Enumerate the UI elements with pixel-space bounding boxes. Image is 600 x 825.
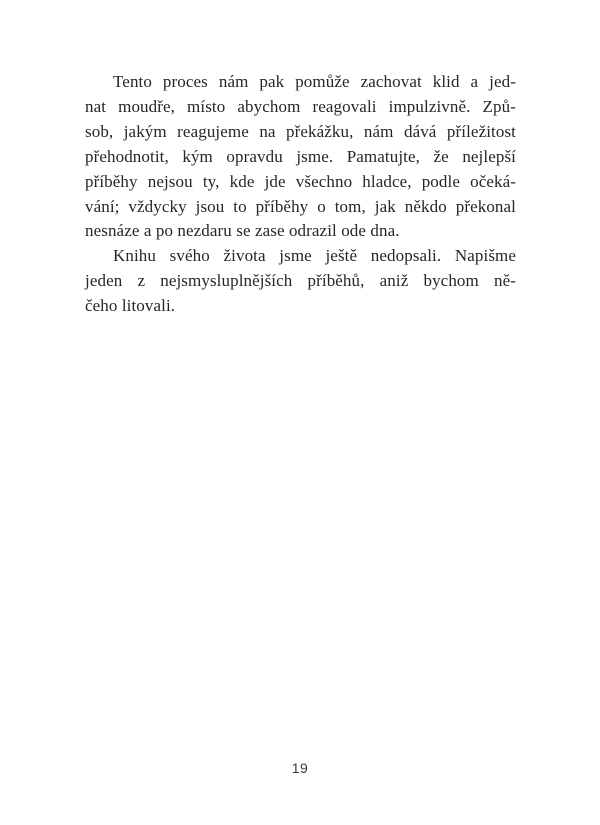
- text-line: Knihu svého života jsme ještě nedopsali. Napišme: [113, 246, 516, 266]
- body-text: [85, 70, 516, 319]
- text-line: nesnáze a po nezdaru se zase odrazil ode dna.: [85, 221, 400, 241]
- paragraph-1: [85, 70, 516, 244]
- paragraph-2: [85, 244, 516, 319]
- text-line: příběhy nejsou ty, kde jde všechno hladce, podle očeká-: [85, 171, 516, 191]
- page-number: 19: [291, 760, 309, 776]
- text-line: sob, jakým reagujeme na překážku, nám dává příležitost: [85, 121, 516, 141]
- text-line: přehodnotit, kým opravdu jsme. Pamatujte, že nejlepší: [85, 146, 516, 166]
- text-line: vání; vždycky jsou to příběhy o tom, jak někdo překonal: [85, 196, 516, 216]
- text-line: nat moudře, místo abychom reagovali impulzivně. Způ-: [85, 96, 516, 116]
- text-line: jeden z nejsmysluplnějších příběhů, aniž bychom ně-: [85, 271, 516, 291]
- text-line: Tento proces nám pak pomůže zachovat klid a jed-: [113, 72, 516, 91]
- text-line: čeho litovali.: [85, 296, 176, 316]
